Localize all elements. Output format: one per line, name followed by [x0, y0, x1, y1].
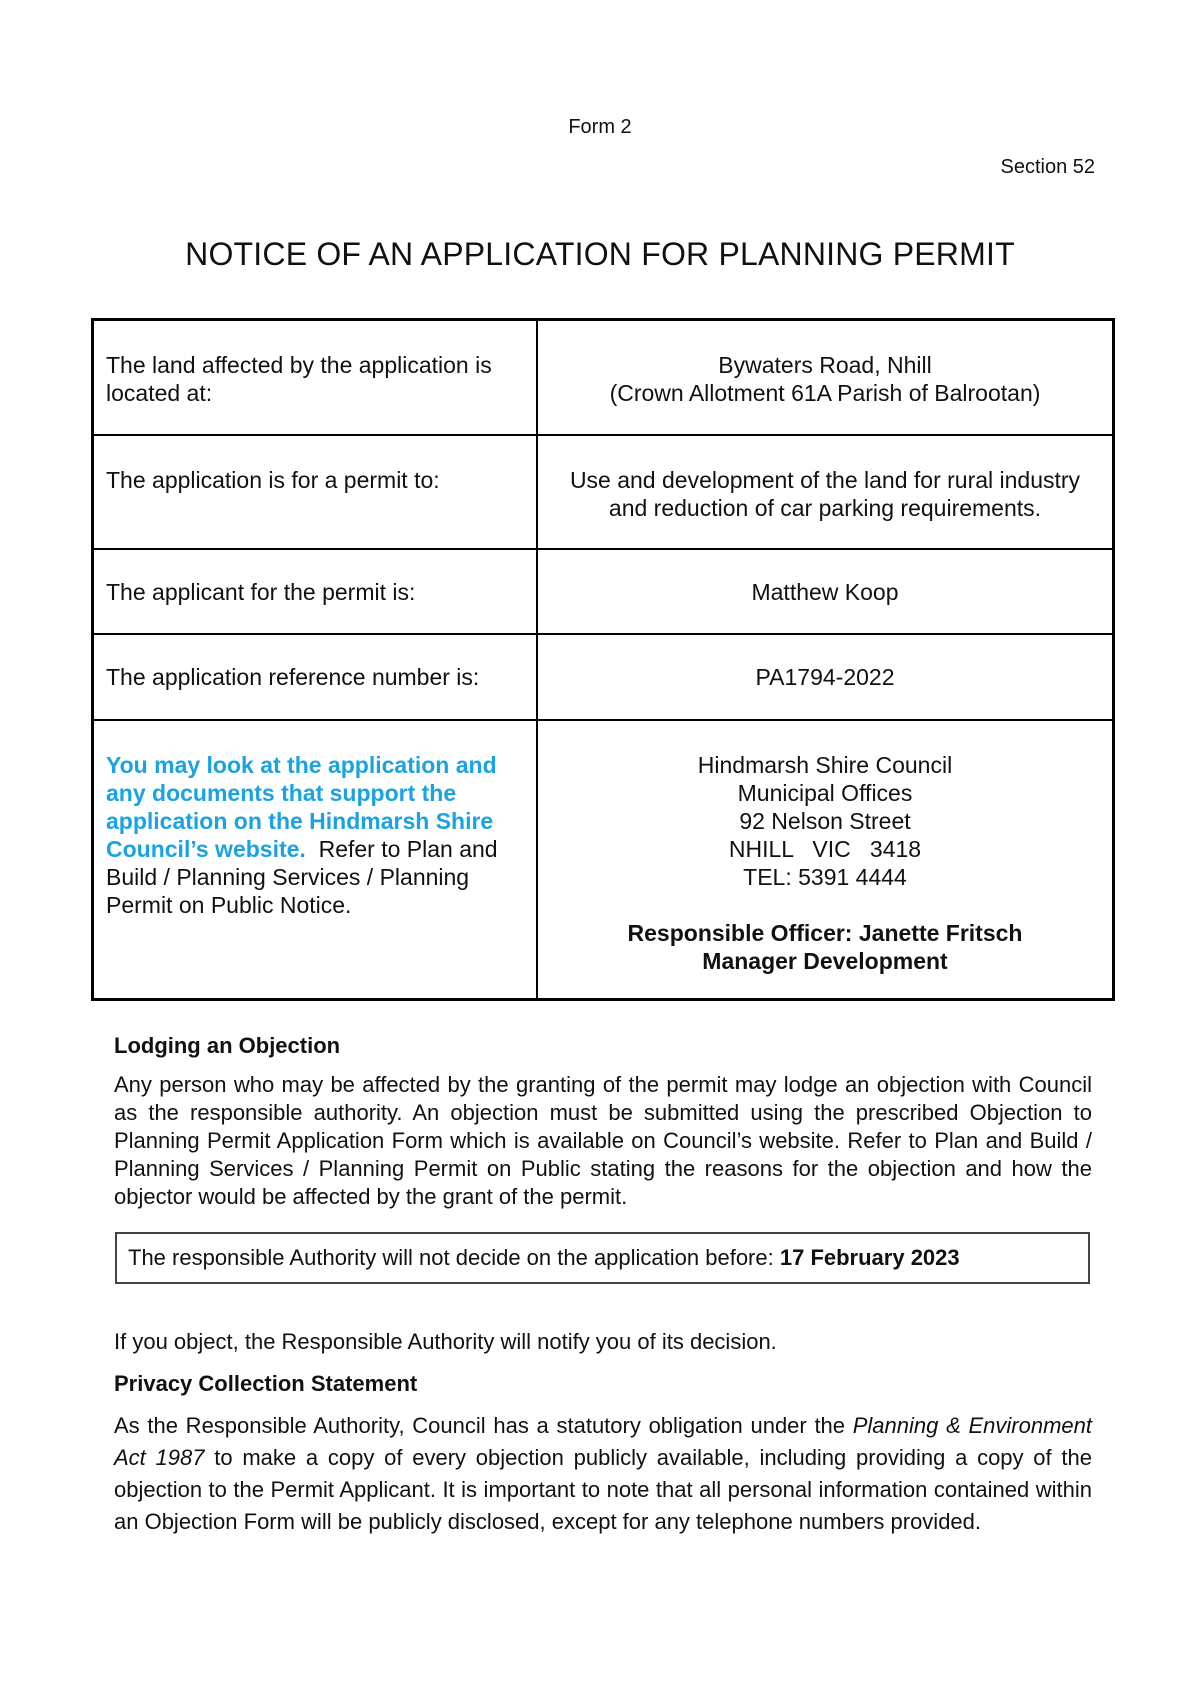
- page-title: NOTICE OF AN APPLICATION FOR PLANNING PERMIT: [185, 236, 1015, 272]
- section-number: Section 52: [1000, 156, 1095, 178]
- act-name: Planning & Environment Act 1987: [114, 1413, 1092, 1470]
- decision-date-box: [115, 1232, 1090, 1284]
- purpose-label: The application is for a permit to:: [106, 466, 440, 493]
- notify-text: If you object, the Responsible Authority will notify you of its decision.: [114, 1329, 777, 1354]
- privacy-text-start: As the Responsible Authority, Council has a statutory obligation under the: [114, 1413, 846, 1438]
- officer-title: Manager Development: [702, 947, 948, 974]
- reference-number: PA1794-2022: [755, 663, 895, 690]
- council-name: Hindmarsh Shire Council: [697, 751, 953, 778]
- council-offices: Municipal Offices: [737, 779, 913, 806]
- table-row: [93, 320, 1114, 435]
- land-allotment: (Crown Allotment 61A Parish of Balrootan): [609, 380, 1041, 406]
- form-number: Form 2: [568, 116, 632, 138]
- applicant-label: The applicant for the permit is:: [106, 578, 416, 605]
- table-row: [93, 634, 1114, 720]
- land-address: Bywaters Road, Nhill: [718, 352, 932, 378]
- decision-text: The responsible Authority will not decide on the application before:: [128, 1245, 774, 1270]
- applicant-name: Matthew Koop: [751, 578, 899, 605]
- council-street: 92 Nelson Street: [739, 807, 911, 834]
- table-row: [93, 549, 1114, 634]
- council-town: NHILL VIC 3418: [728, 835, 922, 862]
- land-label: The land affected by the application is located at:: [106, 352, 492, 406]
- purpose-line-2: and reduction of car parking requirements.: [608, 494, 1042, 521]
- privacy-text-end: to make a copy of every objection publicly available, including providing a copy of the objection to the Permit Applicant. It is important to note that all personal information contained within an Objection Form will be publicly disclosed, except for any telephone numbers provided.: [114, 1445, 1092, 1534]
- application-details-table: [91, 318, 1115, 1001]
- privacy-heading: Privacy Collection Statement: [114, 1371, 418, 1396]
- website-link[interactable]: You may look at the application and any documents that support the application on the Hindmarsh Shire Council’s website.: [106, 751, 497, 862]
- website-instructions: Refer to Plan and Build / Planning Services / Planning Permit on Public Notice.: [106, 835, 498, 918]
- objection-heading: Lodging an Objection: [114, 1033, 341, 1058]
- decision-date: 17 February 2023: [779, 1245, 960, 1270]
- responsible-officer: Responsible Officer: Janette Fritsch: [627, 919, 1023, 946]
- table-row: [93, 720, 1114, 1000]
- purpose-line-1: Use and development of the land for rural industry: [569, 466, 1081, 493]
- reference-label: The application reference number is:: [106, 663, 480, 690]
- council-phone: TEL: 5391 4444: [743, 863, 907, 890]
- table-row: [93, 435, 1114, 549]
- objection-text: Any person who may be affected by the granting of the permit may lodge an objection with Council as the responsible authority. An objection must be submitted using the prescribed Objection to Planning Permit Application Form which is available on Council’s website. Refer to Plan and Build / Planning Services / Planning Permit on Public stating the reasons for the objection and how the objector would be affected by the grant of the permit.: [114, 1072, 1092, 1209]
- privacy-text: [114, 1410, 1092, 1538]
